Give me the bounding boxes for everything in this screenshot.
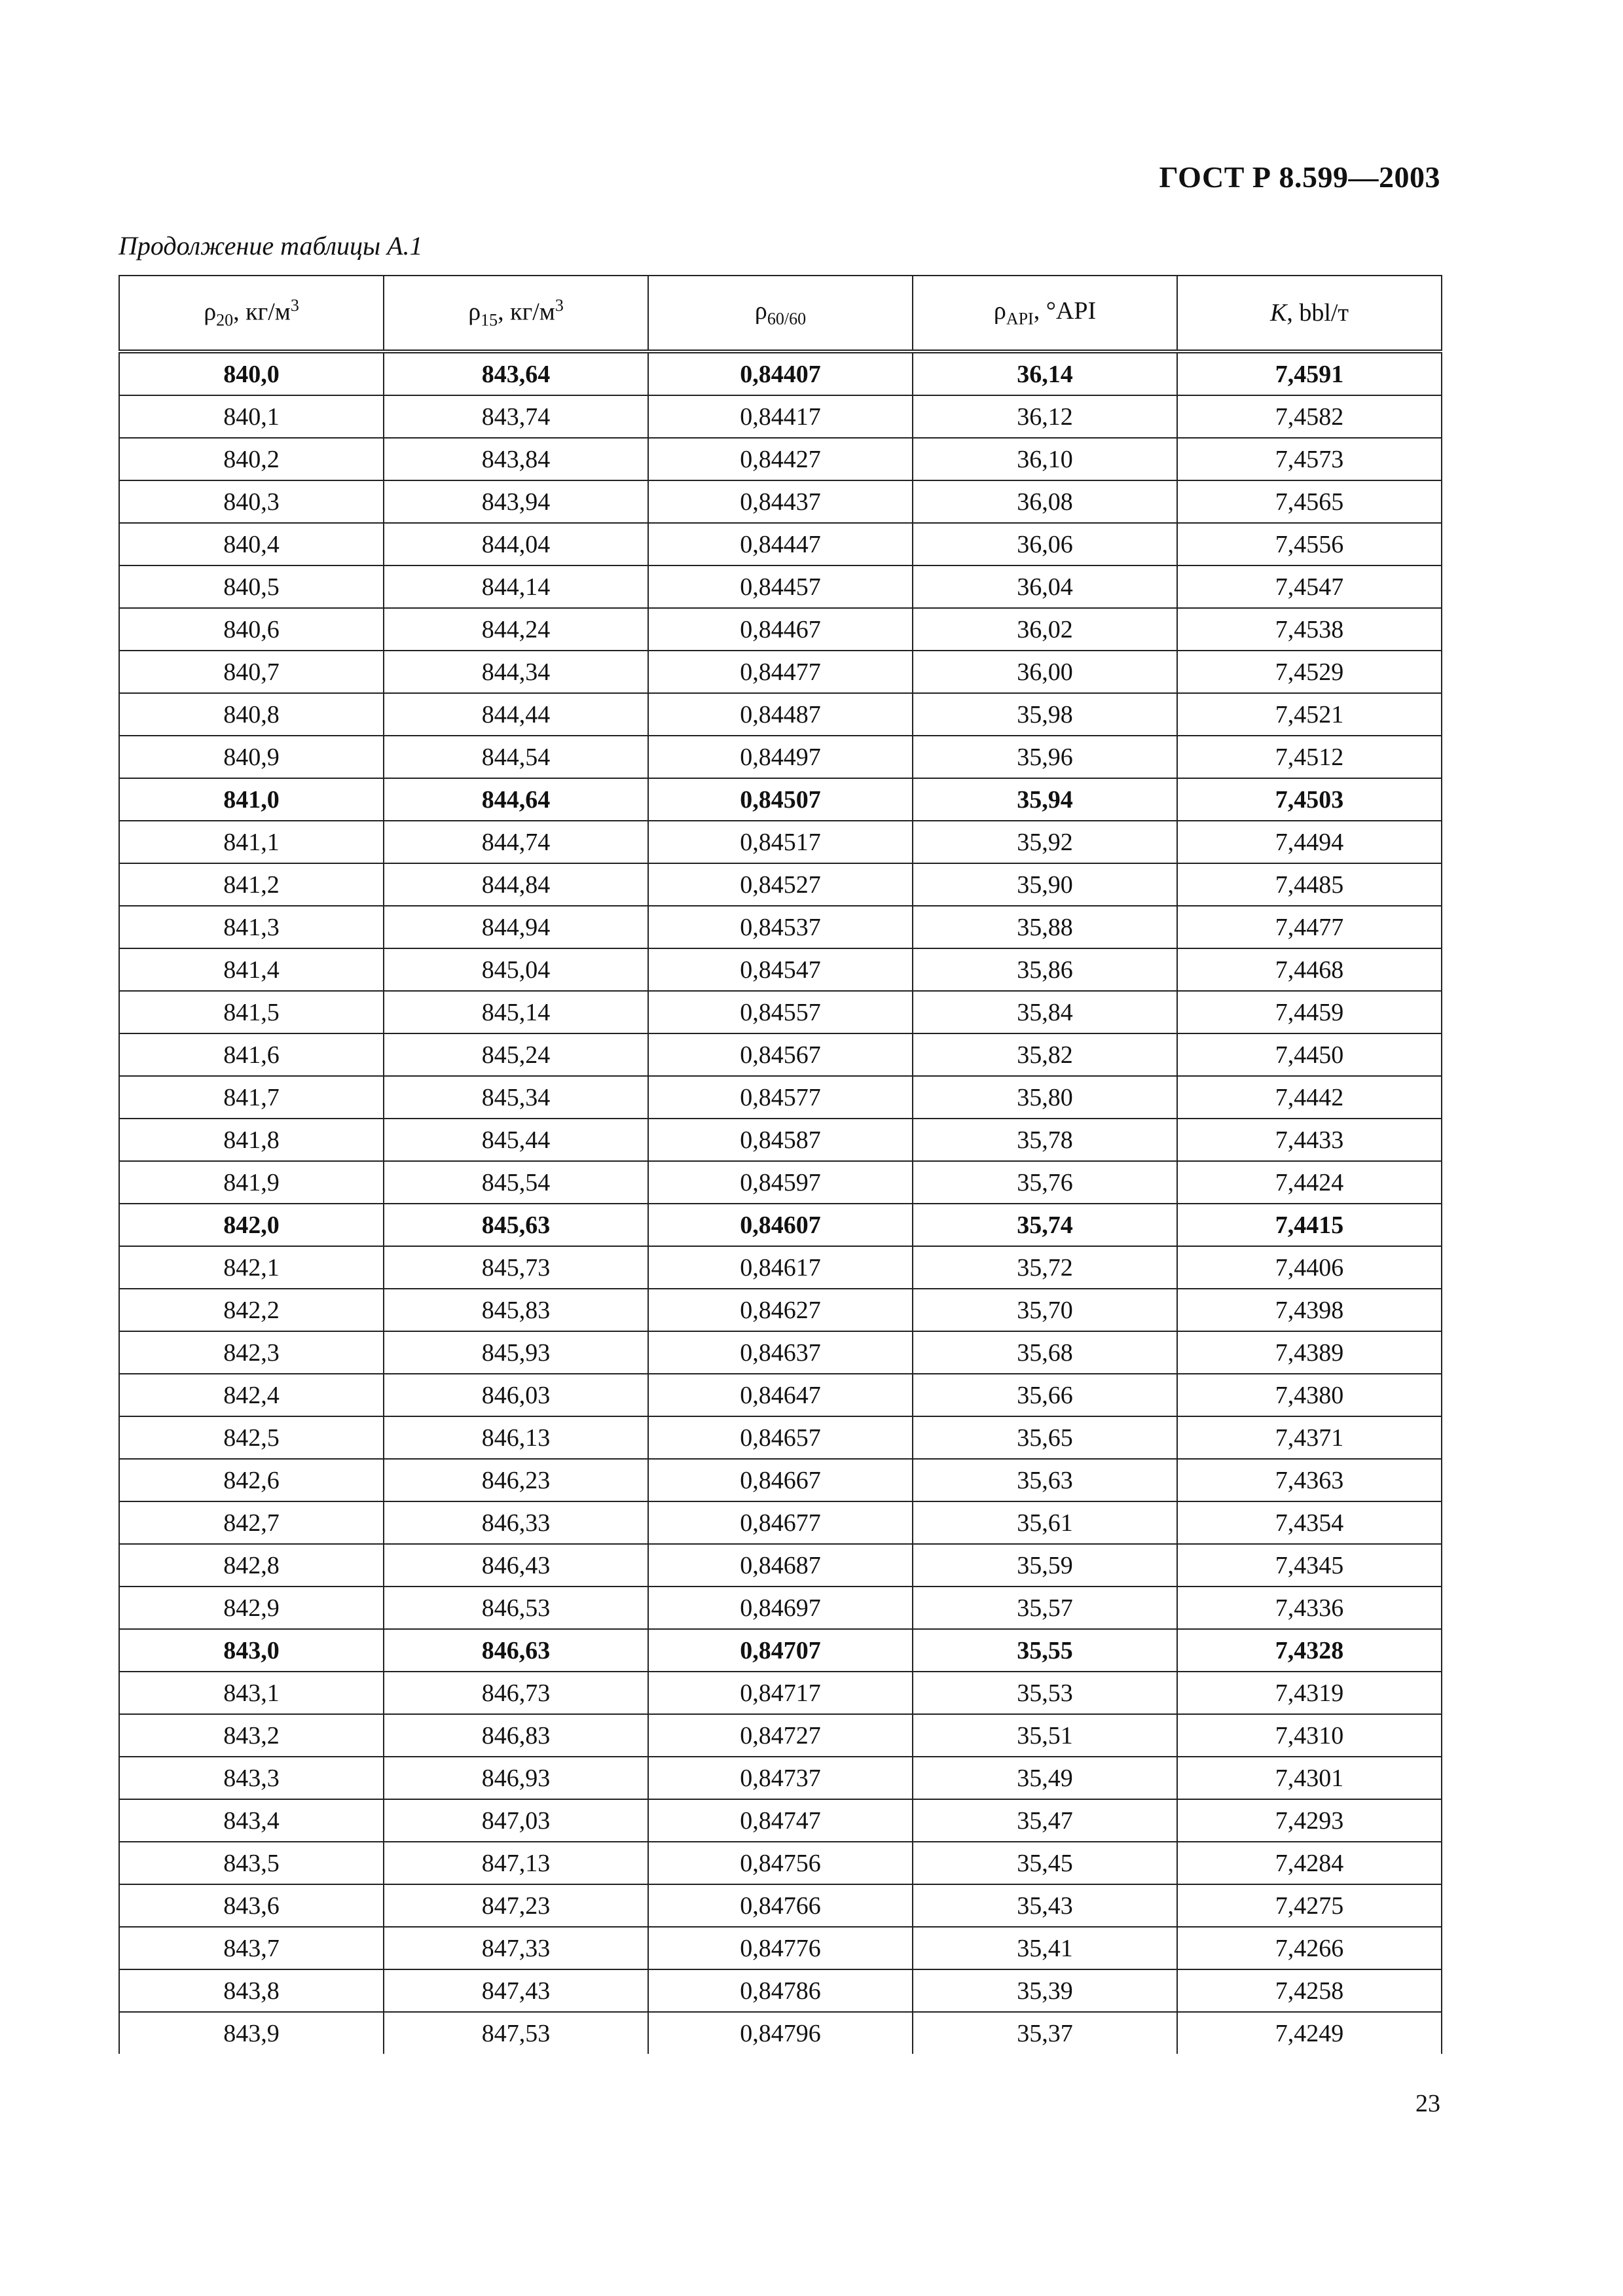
table-cell: 843,9 xyxy=(119,2012,384,2054)
table-cell: 35,88 xyxy=(913,906,1177,948)
table-cell: 843,5 xyxy=(119,1842,384,1884)
table-cell: 847,53 xyxy=(384,2012,648,2054)
table-cell: 0,84607 xyxy=(648,1204,913,1246)
table-cell: 841,4 xyxy=(119,948,384,991)
table-cell: 35,78 xyxy=(913,1119,1177,1161)
table-cell: 35,39 xyxy=(913,1969,1177,2012)
table-cell: 35,98 xyxy=(913,693,1177,736)
table-cell: 0,84657 xyxy=(648,1416,913,1459)
table-cell: 844,14 xyxy=(384,565,648,608)
table-cell: 846,63 xyxy=(384,1629,648,1672)
table-cell: 843,74 xyxy=(384,395,648,438)
table-cell: 0,84766 xyxy=(648,1884,913,1927)
table-cell: 844,84 xyxy=(384,863,648,906)
table-row xyxy=(119,1714,1442,1757)
table-cell: 7,4310 xyxy=(1177,1714,1442,1757)
table-row xyxy=(119,1331,1442,1374)
table-cell: 7,4442 xyxy=(1177,1076,1442,1119)
table-cell: 7,4433 xyxy=(1177,1119,1442,1161)
table-row xyxy=(119,1289,1442,1331)
table-cell: 846,73 xyxy=(384,1672,648,1714)
table-cell: 0,84567 xyxy=(648,1033,913,1076)
table-cell: 841,2 xyxy=(119,863,384,906)
table-cell: 36,08 xyxy=(913,480,1177,523)
table-cell: 7,4459 xyxy=(1177,991,1442,1033)
table-cell: 0,84747 xyxy=(648,1799,913,1842)
table-cell: 7,4573 xyxy=(1177,438,1442,480)
table-cell: 7,4336 xyxy=(1177,1587,1442,1629)
table-cell: 843,84 xyxy=(384,438,648,480)
table-row xyxy=(119,1884,1442,1927)
table-cell: 845,34 xyxy=(384,1076,648,1119)
table-cell: 840,0 xyxy=(119,351,384,395)
table-cell: 842,4 xyxy=(119,1374,384,1416)
table-row xyxy=(119,1161,1442,1204)
col-header-rho6060: $\rho_{60/60}$ xyxy=(648,276,913,351)
table-cell: 846,93 xyxy=(384,1757,648,1799)
table-cell: 0,84557 xyxy=(648,991,913,1033)
table-cell: 843,4 xyxy=(119,1799,384,1842)
table-cell: 843,2 xyxy=(119,1714,384,1757)
table-cell: 0,84727 xyxy=(648,1714,913,1757)
table-cell: 842,3 xyxy=(119,1331,384,1374)
table-cell: 843,7 xyxy=(119,1927,384,1969)
col-header-rho20: $\rho_{20}$, $кг/м^3$ xyxy=(119,276,384,351)
table-cell: 842,9 xyxy=(119,1587,384,1629)
table-cell: 844,44 xyxy=(384,693,648,736)
col-header-rho-api: $\rho_{API}$, °API xyxy=(913,276,1177,351)
table-cell: 840,8 xyxy=(119,693,384,736)
table-cell: 7,4345 xyxy=(1177,1544,1442,1587)
table-cell: 841,8 xyxy=(119,1119,384,1161)
table-cell: 847,33 xyxy=(384,1927,648,1969)
table-cell: 842,0 xyxy=(119,1204,384,1246)
table-cell: 0,84487 xyxy=(648,693,913,736)
table-cell: 35,51 xyxy=(913,1714,1177,1757)
table-cell: 843,0 xyxy=(119,1629,384,1672)
table-cell: 840,3 xyxy=(119,480,384,523)
table-header-row xyxy=(119,276,1442,351)
table-cell: 843,3 xyxy=(119,1757,384,1799)
table-cell: 846,23 xyxy=(384,1459,648,1501)
table-cell: 7,4319 xyxy=(1177,1672,1442,1714)
table-cell: 0,84737 xyxy=(648,1757,913,1799)
table-cell: 7,4494 xyxy=(1177,821,1442,863)
table-cell: 0,84597 xyxy=(648,1161,913,1204)
table-cell: 841,1 xyxy=(119,821,384,863)
table-cell: 846,83 xyxy=(384,1714,648,1757)
table-cell: 7,4301 xyxy=(1177,1757,1442,1799)
table-row xyxy=(119,1076,1442,1119)
table-cell: 7,4258 xyxy=(1177,1969,1442,2012)
table-cell: 7,4503 xyxy=(1177,778,1442,821)
table-cell: 0,84447 xyxy=(648,523,913,565)
table-cell: 36,00 xyxy=(913,651,1177,693)
table-cell: 840,6 xyxy=(119,608,384,651)
table-cell: 847,13 xyxy=(384,1842,648,1884)
table-cell: 843,8 xyxy=(119,1969,384,2012)
table-row xyxy=(119,1119,1442,1161)
table-cell: 36,12 xyxy=(913,395,1177,438)
table-row xyxy=(119,1842,1442,1884)
table-cell: 846,43 xyxy=(384,1544,648,1587)
table-cell: 7,4547 xyxy=(1177,565,1442,608)
table-cell: 845,73 xyxy=(384,1246,648,1289)
table-row xyxy=(119,991,1442,1033)
table-cell: 7,4582 xyxy=(1177,395,1442,438)
table-row xyxy=(119,1799,1442,1842)
table-cell: 842,2 xyxy=(119,1289,384,1331)
table-cell: 0,84577 xyxy=(648,1076,913,1119)
table-cell: 7,4450 xyxy=(1177,1033,1442,1076)
table-cell: 844,34 xyxy=(384,651,648,693)
table-cell: 7,4565 xyxy=(1177,480,1442,523)
table-cell: 0,84407 xyxy=(648,351,913,395)
table-caption: Продолжение таблицы А.1 xyxy=(119,231,423,260)
table-row xyxy=(119,1416,1442,1459)
table-cell: 846,33 xyxy=(384,1501,648,1544)
table-cell: 7,4415 xyxy=(1177,1204,1442,1246)
table-row xyxy=(119,1544,1442,1587)
table-cell: 35,43 xyxy=(913,1884,1177,1927)
table-row xyxy=(119,863,1442,906)
table-cell: 7,4389 xyxy=(1177,1331,1442,1374)
table-cell: 35,70 xyxy=(913,1289,1177,1331)
table-cell: 7,4591 xyxy=(1177,351,1442,395)
table-row xyxy=(119,1374,1442,1416)
table-cell: 0,84617 xyxy=(648,1246,913,1289)
table-cell: 35,37 xyxy=(913,2012,1177,2054)
table-cell: 35,66 xyxy=(913,1374,1177,1416)
table-body xyxy=(119,351,1442,2054)
table-row xyxy=(119,351,1442,395)
table-cell: 36,06 xyxy=(913,523,1177,565)
page-number: 23 xyxy=(1415,2090,1440,2117)
table-cell: 35,68 xyxy=(913,1331,1177,1374)
table-row xyxy=(119,438,1442,480)
density-conversion-table xyxy=(119,275,1442,2054)
table-cell: 7,4363 xyxy=(1177,1459,1442,1501)
table-cell: 7,4468 xyxy=(1177,948,1442,991)
table-cell: 0,84637 xyxy=(648,1331,913,1374)
table-row xyxy=(119,1459,1442,1501)
table-cell: 0,84427 xyxy=(648,438,913,480)
table-row xyxy=(119,1246,1442,1289)
table-cell: 842,8 xyxy=(119,1544,384,1587)
table-cell: 845,44 xyxy=(384,1119,648,1161)
table-row xyxy=(119,1204,1442,1246)
table-cell: 846,53 xyxy=(384,1587,648,1629)
table-cell: 35,94 xyxy=(913,778,1177,821)
table-cell: 35,63 xyxy=(913,1459,1177,1501)
table-cell: 0,84527 xyxy=(648,863,913,906)
table-cell: 35,65 xyxy=(913,1416,1177,1459)
table-cell: 0,84647 xyxy=(648,1374,913,1416)
table-cell: 0,84417 xyxy=(648,395,913,438)
table-cell: 843,1 xyxy=(119,1672,384,1714)
table-row xyxy=(119,1927,1442,1969)
table-cell: 845,93 xyxy=(384,1331,648,1374)
table-row xyxy=(119,736,1442,778)
table-row xyxy=(119,821,1442,863)
table-cell: 35,57 xyxy=(913,1587,1177,1629)
table-cell: 844,54 xyxy=(384,736,648,778)
table-row xyxy=(119,948,1442,991)
table-cell: 844,24 xyxy=(384,608,648,651)
table-cell: 843,94 xyxy=(384,480,648,523)
table-cell: 7,4354 xyxy=(1177,1501,1442,1544)
table-cell: 844,64 xyxy=(384,778,648,821)
table-cell: 35,45 xyxy=(913,1842,1177,1884)
table-cell: 842,6 xyxy=(119,1459,384,1501)
table-cell: 842,7 xyxy=(119,1501,384,1544)
table-cell: 7,4424 xyxy=(1177,1161,1442,1204)
table-cell: 0,84507 xyxy=(648,778,913,821)
table-cell: 35,82 xyxy=(913,1033,1177,1076)
table-row xyxy=(119,906,1442,948)
table-cell: 7,4371 xyxy=(1177,1416,1442,1459)
table-cell: 841,6 xyxy=(119,1033,384,1076)
table-cell: 36,10 xyxy=(913,438,1177,480)
table-cell: 0,84786 xyxy=(648,1969,913,2012)
table-cell: 7,4266 xyxy=(1177,1927,1442,1969)
table-cell: 840,7 xyxy=(119,651,384,693)
table-cell: 840,5 xyxy=(119,565,384,608)
table-cell: 847,43 xyxy=(384,1969,648,2012)
table-cell: 7,4521 xyxy=(1177,693,1442,736)
table-cell: 845,04 xyxy=(384,948,648,991)
table-cell: 0,84437 xyxy=(648,480,913,523)
table-cell: 844,74 xyxy=(384,821,648,863)
table-cell: 845,83 xyxy=(384,1289,648,1331)
table-row xyxy=(119,1587,1442,1629)
table-row xyxy=(119,1501,1442,1544)
table-cell: 35,74 xyxy=(913,1204,1177,1246)
table-row xyxy=(119,1672,1442,1714)
table-cell: 35,96 xyxy=(913,736,1177,778)
table-row xyxy=(119,480,1442,523)
table-cell: 841,9 xyxy=(119,1161,384,1204)
table-cell: 35,55 xyxy=(913,1629,1177,1672)
table-cell: 0,84756 xyxy=(648,1842,913,1884)
table-cell: 7,4293 xyxy=(1177,1799,1442,1842)
table-cell: 843,6 xyxy=(119,1884,384,1927)
table-row xyxy=(119,1629,1442,1672)
table-cell: 846,03 xyxy=(384,1374,648,1416)
table-cell: 0,84497 xyxy=(648,736,913,778)
table-cell: 0,84477 xyxy=(648,651,913,693)
table-cell: 841,3 xyxy=(119,906,384,948)
table-cell: 7,4398 xyxy=(1177,1289,1442,1331)
table-cell: 843,64 xyxy=(384,351,648,395)
table-row xyxy=(119,1033,1442,1076)
table-cell: 0,84587 xyxy=(648,1119,913,1161)
table-cell: 35,90 xyxy=(913,863,1177,906)
table-cell: 7,4249 xyxy=(1177,2012,1442,2054)
table-cell: 842,1 xyxy=(119,1246,384,1289)
table-cell: 0,84717 xyxy=(648,1672,913,1714)
document-code: ГОСТ Р 8.599—2003 xyxy=(1159,160,1440,194)
table-row xyxy=(119,523,1442,565)
table-cell: 7,4275 xyxy=(1177,1884,1442,1927)
table-cell: 7,4328 xyxy=(1177,1629,1442,1672)
table-cell: 35,59 xyxy=(913,1544,1177,1587)
table-cell: 7,4556 xyxy=(1177,523,1442,565)
table-cell: 7,4477 xyxy=(1177,906,1442,948)
table-cell: 840,1 xyxy=(119,395,384,438)
col-header-k: K, bbl/т xyxy=(1177,276,1442,351)
table-cell: 845,63 xyxy=(384,1204,648,1246)
table-row xyxy=(119,2012,1442,2054)
table-cell: 0,84796 xyxy=(648,2012,913,2054)
table-cell: 7,4512 xyxy=(1177,736,1442,778)
table-row xyxy=(119,778,1442,821)
table-cell: 0,84537 xyxy=(648,906,913,948)
table-cell: 0,84457 xyxy=(648,565,913,608)
table-cell: 35,86 xyxy=(913,948,1177,991)
table-cell: 847,03 xyxy=(384,1799,648,1842)
table-cell: 35,53 xyxy=(913,1672,1177,1714)
table-cell: 845,54 xyxy=(384,1161,648,1204)
table-cell: 35,61 xyxy=(913,1501,1177,1544)
table-cell: 847,23 xyxy=(384,1884,648,1927)
table-cell: 7,4380 xyxy=(1177,1374,1442,1416)
table-row xyxy=(119,651,1442,693)
table-row xyxy=(119,395,1442,438)
table-cell: 7,4406 xyxy=(1177,1246,1442,1289)
table-cell: 0,84677 xyxy=(648,1501,913,1544)
table-cell: 36,14 xyxy=(913,351,1177,395)
table-cell: 0,84697 xyxy=(648,1587,913,1629)
table-row xyxy=(119,565,1442,608)
table-cell: 845,24 xyxy=(384,1033,648,1076)
col-header-rho15: $\rho_{15}$, $кг/м^3$ xyxy=(384,276,648,351)
table-cell: 35,76 xyxy=(913,1161,1177,1204)
table-cell: 35,80 xyxy=(913,1076,1177,1119)
table-cell: 840,4 xyxy=(119,523,384,565)
table-row xyxy=(119,693,1442,736)
table-cell: 840,2 xyxy=(119,438,384,480)
table-cell: 7,4284 xyxy=(1177,1842,1442,1884)
table-cell: 36,04 xyxy=(913,565,1177,608)
table-cell: 841,7 xyxy=(119,1076,384,1119)
table-cell: 7,4538 xyxy=(1177,608,1442,651)
table-cell: 841,5 xyxy=(119,991,384,1033)
density-table-container xyxy=(119,275,1441,2054)
table-cell: 842,5 xyxy=(119,1416,384,1459)
table-row xyxy=(119,608,1442,651)
table-cell: 846,13 xyxy=(384,1416,648,1459)
table-cell: 0,84467 xyxy=(648,608,913,651)
table-cell: 7,4529 xyxy=(1177,651,1442,693)
table-cell: 845,14 xyxy=(384,991,648,1033)
table-cell: 35,84 xyxy=(913,991,1177,1033)
table-cell: 35,47 xyxy=(913,1799,1177,1842)
table-cell: 0,84547 xyxy=(648,948,913,991)
table-cell: 0,84667 xyxy=(648,1459,913,1501)
table-cell: 36,02 xyxy=(913,608,1177,651)
table-cell: 35,92 xyxy=(913,821,1177,863)
table-cell: 0,84517 xyxy=(648,821,913,863)
table-cell: 0,84707 xyxy=(648,1629,913,1672)
table-cell: 35,72 xyxy=(913,1246,1177,1289)
table-cell: 0,84776 xyxy=(648,1927,913,1969)
table-row xyxy=(119,1969,1442,2012)
table-cell: 0,84627 xyxy=(648,1289,913,1331)
table-cell: 0,84687 xyxy=(648,1544,913,1587)
table-cell: 35,49 xyxy=(913,1757,1177,1799)
table-cell: 844,04 xyxy=(384,523,648,565)
table-cell: 7,4485 xyxy=(1177,863,1442,906)
table-cell: 840,9 xyxy=(119,736,384,778)
table-cell: 844,94 xyxy=(384,906,648,948)
table-cell: 35,41 xyxy=(913,1927,1177,1969)
table-cell: 841,0 xyxy=(119,778,384,821)
table-row xyxy=(119,1757,1442,1799)
